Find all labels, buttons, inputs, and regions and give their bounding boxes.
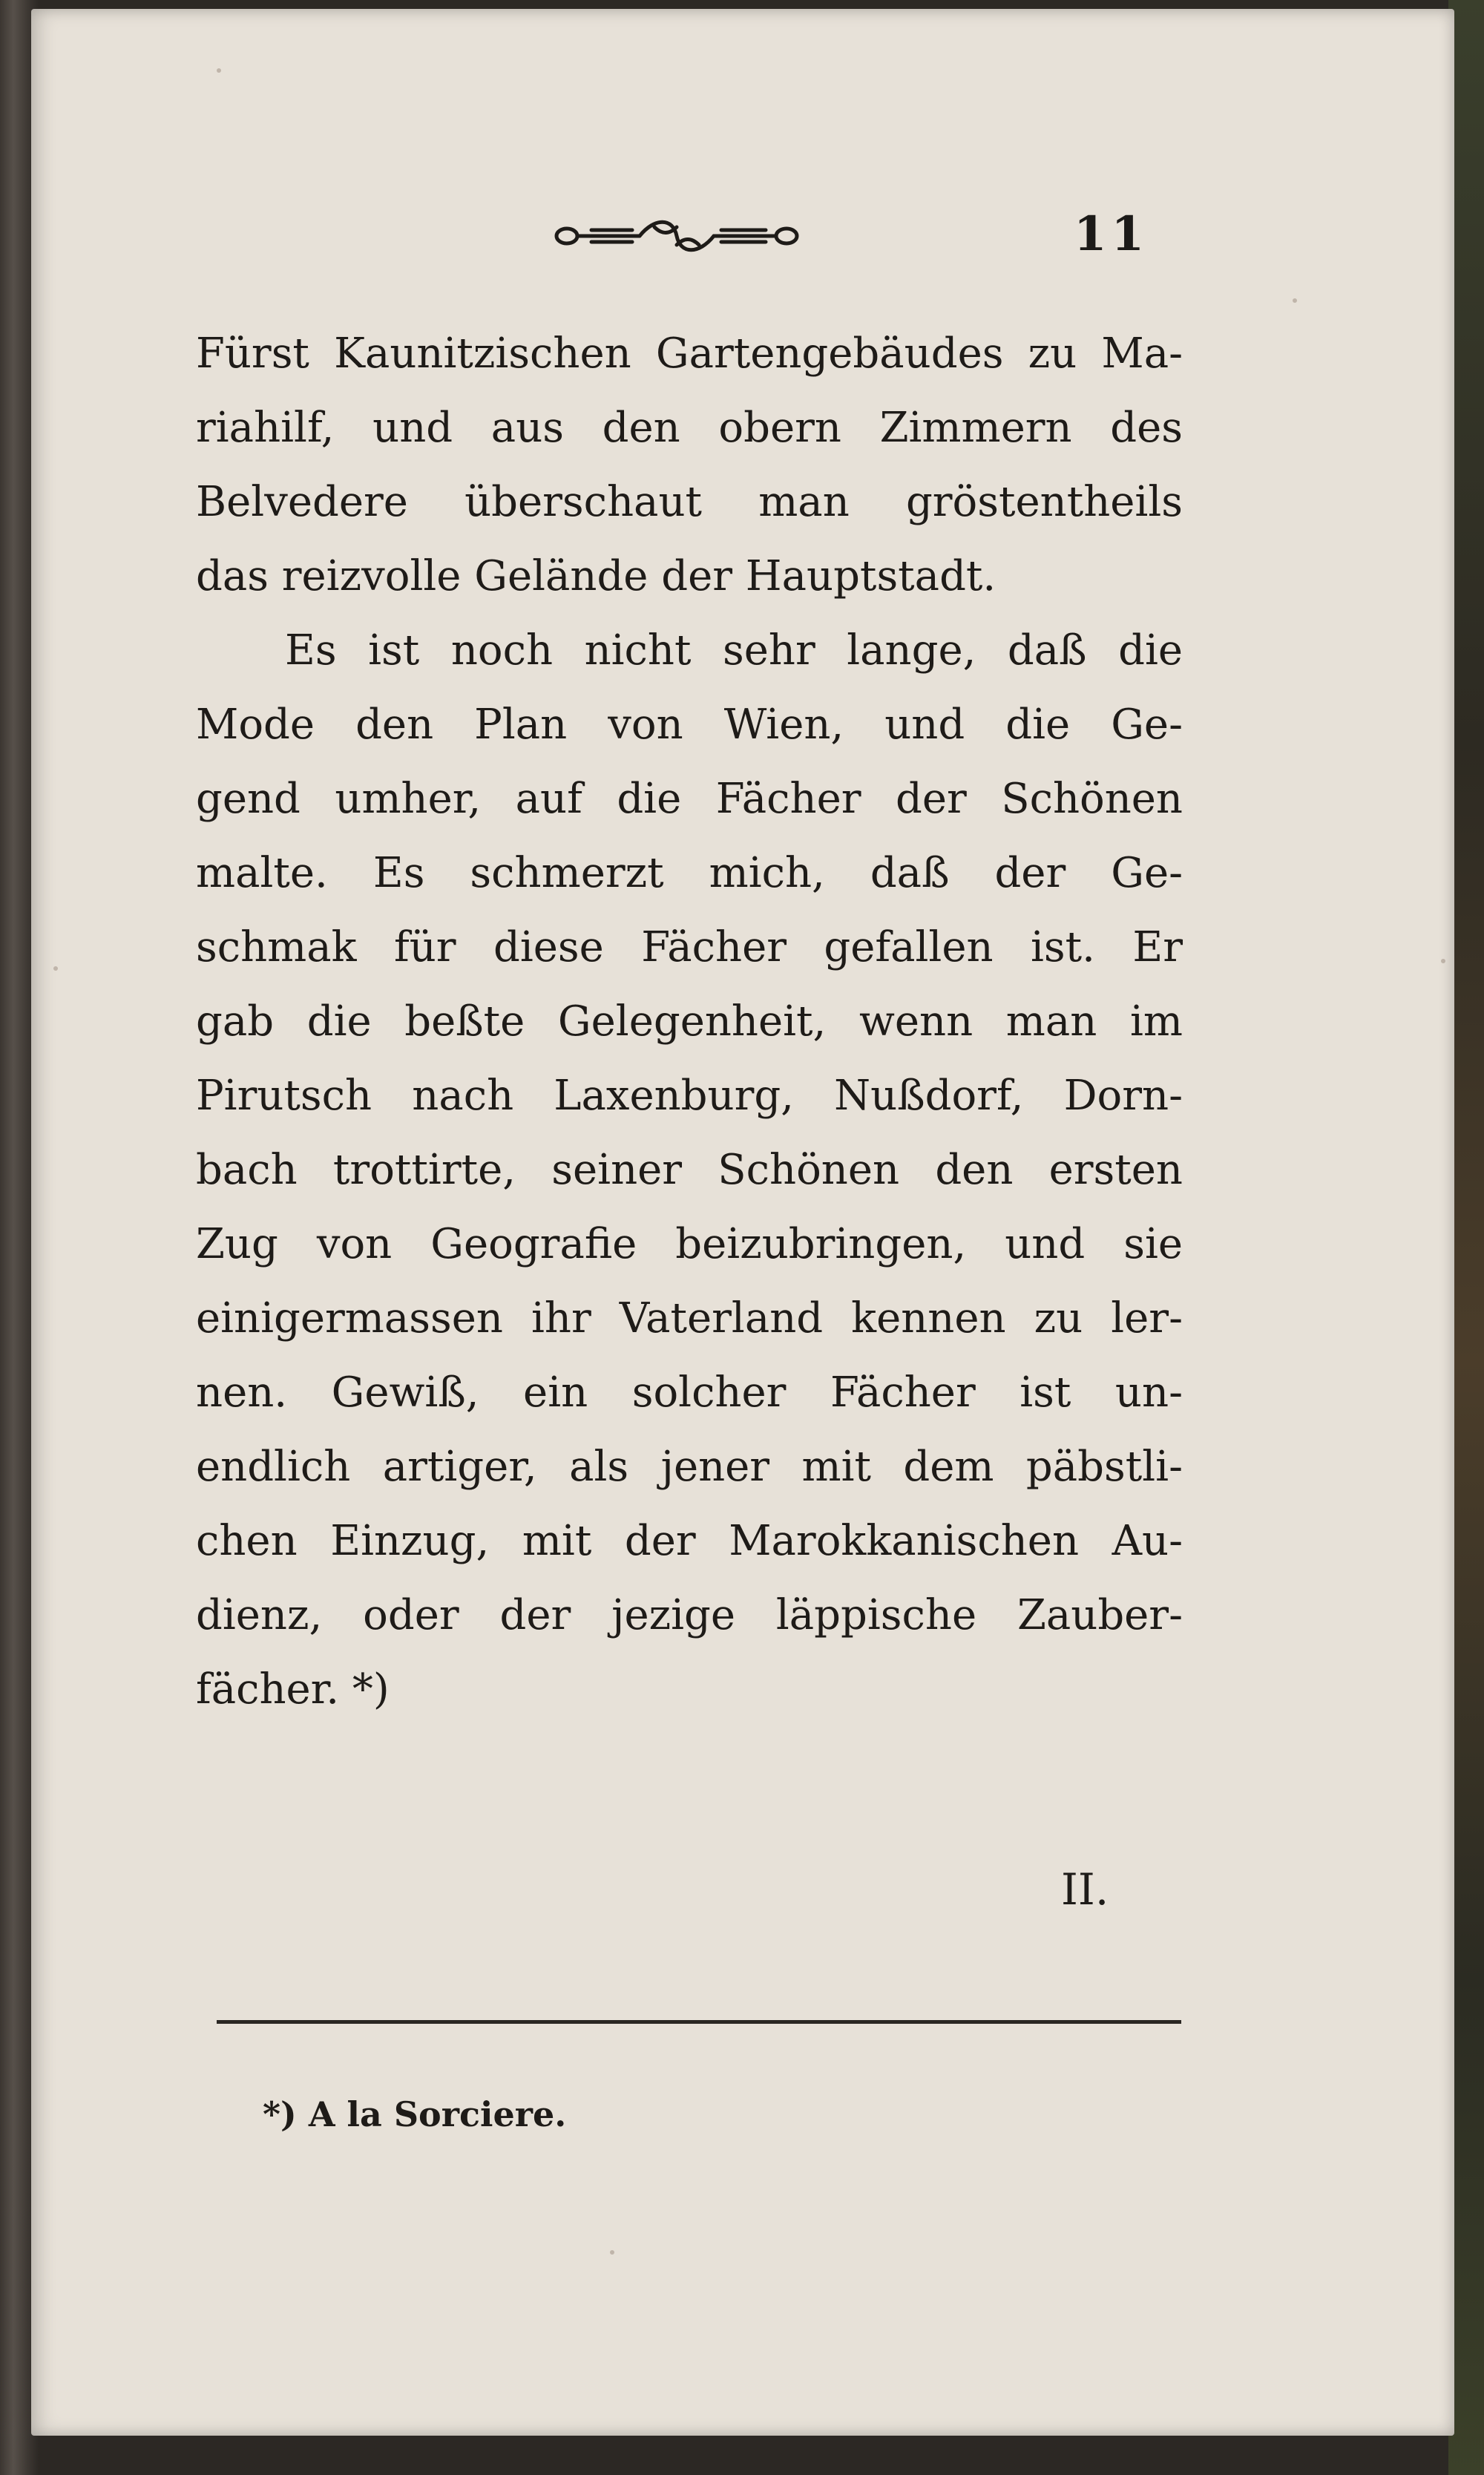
text-line: nen. Gewiß, ein solcher Fächer ist un- xyxy=(196,1368,1183,1417)
text-line: das reizvolle Gelände der Hauptstadt. xyxy=(196,552,997,600)
text-line: einigermassen ihr Vaterland kennen zu ler- xyxy=(196,1294,1183,1343)
page-header xyxy=(31,206,1454,269)
text-line: Fürst Kaunitzischen Gartengebäudes zu Ma- xyxy=(196,330,1183,378)
paper-speck xyxy=(1293,298,1297,303)
paper-speck xyxy=(53,966,58,971)
body-text xyxy=(196,317,1183,1727)
text-line: Mode den Plan von Wien, und die Ge- xyxy=(196,701,1183,749)
text-line: Belvedere überschaut man gröstentheils xyxy=(196,478,1183,526)
catchword: II. xyxy=(1061,1864,1109,1915)
text-line: Es ist noch nicht sehr lange, daß die xyxy=(285,626,1183,675)
text-line: malte. Es schmerzt mich, daß der Ge- xyxy=(196,849,1183,897)
text-line: gend umher, auf die Fächer der Schönen xyxy=(196,775,1183,823)
text-line: endlich artiger, als jener mit dem päbstli- xyxy=(196,1443,1183,1491)
text-line: riahilf, und aus den obern Zimmern des xyxy=(196,404,1183,452)
text-line: schmak für diese Fächer gefallen ist. Er xyxy=(196,923,1183,971)
footnote: *) A la Sorciere. xyxy=(263,2094,567,2134)
text-line: fächer. *) xyxy=(196,1665,390,1714)
text-line: Zug von Geografie beizubringen, und sie xyxy=(196,1220,1183,1268)
page-number: 11 xyxy=(1074,206,1149,262)
paper-speck xyxy=(610,2250,614,2255)
paper-speck xyxy=(1441,959,1445,963)
book-page xyxy=(31,9,1454,2436)
text-line: chen Einzug, mit der Marokkanischen Au- xyxy=(196,1517,1183,1565)
text-line: Pirutsch nach Laxenburg, Nußdorf, Dorn- xyxy=(196,1072,1183,1120)
paper-speck xyxy=(217,68,221,73)
footnote-divider xyxy=(217,2020,1181,2024)
printer-ornament-icon xyxy=(551,214,803,258)
text-line: gab die beßte Gelegenheit, wenn man im xyxy=(196,997,1183,1046)
text-line: dienz, oder der jezige läppische Zauber- xyxy=(196,1591,1183,1639)
text-line: bach trottirte, seiner Schönen den ersten xyxy=(196,1146,1183,1194)
